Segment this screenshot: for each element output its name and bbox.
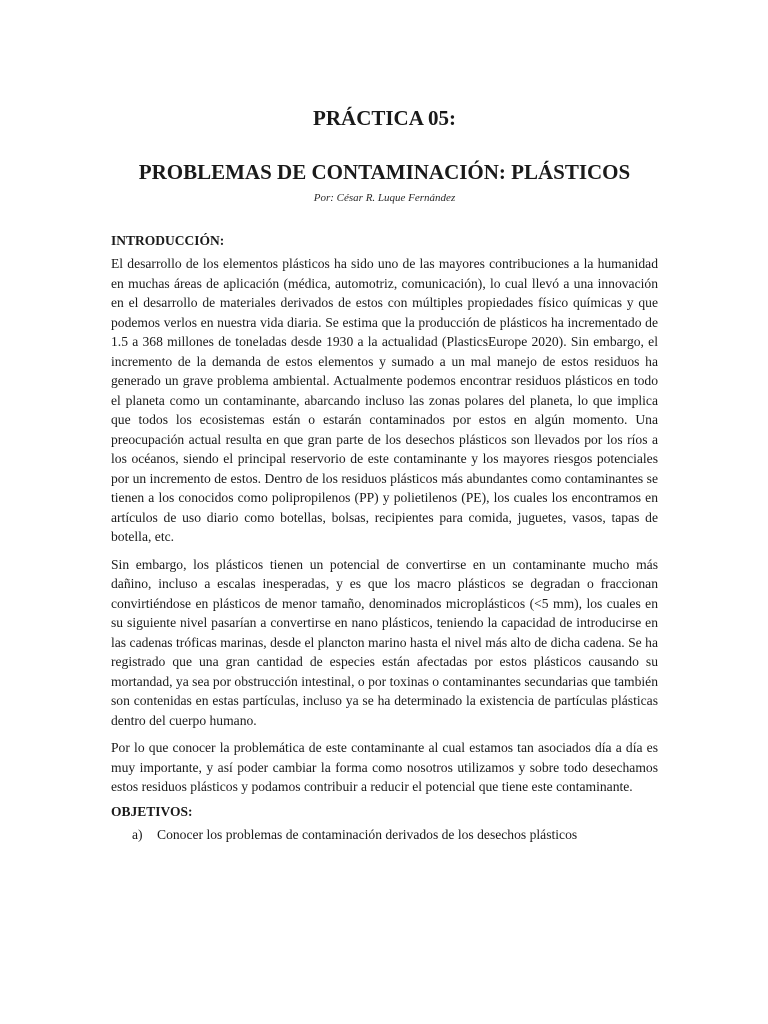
document-author: Por: César R. Luque Fernández — [313, 192, 456, 204]
objectives-list — [111, 825, 658, 845]
introduction-paragraph-1: El desarrollo de los elementos plásticos ha sido uno de las mayores contribuciones a la humanidad en muchas áreas de aplicación (médica, automotriz, comunicación), lo cual llevó a una innovación en el desarrollo de materiales derivados de estos con múltiples propiedades físico químicas y que podemos verlos en nuestra vida diaria. Se estima que la producción de plásticos ha incrementado de 1.5 a 368 millones de toneladas desde 1930 a la actualidad (PlasticsEurope 2020). Sin embargo, el incremento de la demanda de estos elementos y sumado a un mal manejo de estos residuos ha generado un grave problema ambiental. Actualmente podemos encontrar residuos plásticos en todo el planeta como un contaminante, abarcando incluso las zonas polares del planeta, lo que implica que todos los ecosistemas están o estarán contaminados por estos en algún momento. Una preocupación actual resulta en que gran parte de los desechos plásticos son llevados por los ríos a los océanos, siendo el principal reservorio de este contaminante y los mayores riesgos potenciales por un incremento de estos. Dentro de los residuos plásticos más abundantes como contaminantes se tienen a los conocidos como polipropilenos (PP) y polietilenos (PE), los cuales los encontramos en artículos de uso diario como botellas, bolsas, recipientes para comida, juguetes, vasos, tapas de botella, etc. — [111, 256, 658, 544]
objective-item — [132, 825, 658, 845]
introduction-section — [111, 232, 658, 797]
objective-marker: a) — [132, 826, 143, 842]
document-subtitle: PROBLEMAS DE CONTAMINACIÓN: PLÁSTICOS — [138, 160, 631, 184]
introduction-heading: INTRODUCCIÓN: — [111, 233, 225, 248]
objective-text: Conocer los problemas de contaminación derivados de los desechos plásticos — [157, 826, 578, 842]
objectives-section — [111, 803, 658, 845]
objectives-heading: OBJETIVOS: — [111, 803, 193, 819]
introduction-paragraph-3: Por lo que conocer la problemática de este contaminante al cual estamos tan asociados día a día es muy importante, y así poder cambiar la forma como nosotros utilizamos y sobre todo desechamos estos residuos plásticos y podamos contribuir a reducir el potencial que tiene este contaminante. — [111, 740, 658, 794]
introduction-paragraph-2: Sin embargo, los plásticos tienen un potencial de convertirse en un contaminante mucho más dañino, incluso a escalas inesperadas, y es que los macro plásticos se degradan o fraccionan convirtiéndose en plásticos de menor tamaño, denominados microplásticos (<5 mm), los cuales en su siguiente nivel pasarían a convertirse en nano plásticos, teniendo la capacidad de introducirse en las cadenas tróficas marinas, desde el plancton marino hasta el nivel más alto de dicha cadena. Se ha registrado que una gran cantidad de especies están afectadas por estos plásticos causando su mortandad, ya sea por obstrucción intestinal, o por toxinas o contaminantes secundarias que también son contenidas en estas partículas, incluso ya se ha determinado la existencia de partículas plásticas dentro del cuerpo humano. — [111, 556, 658, 728]
document-title: PRÁCTICA 05: — [313, 106, 456, 130]
